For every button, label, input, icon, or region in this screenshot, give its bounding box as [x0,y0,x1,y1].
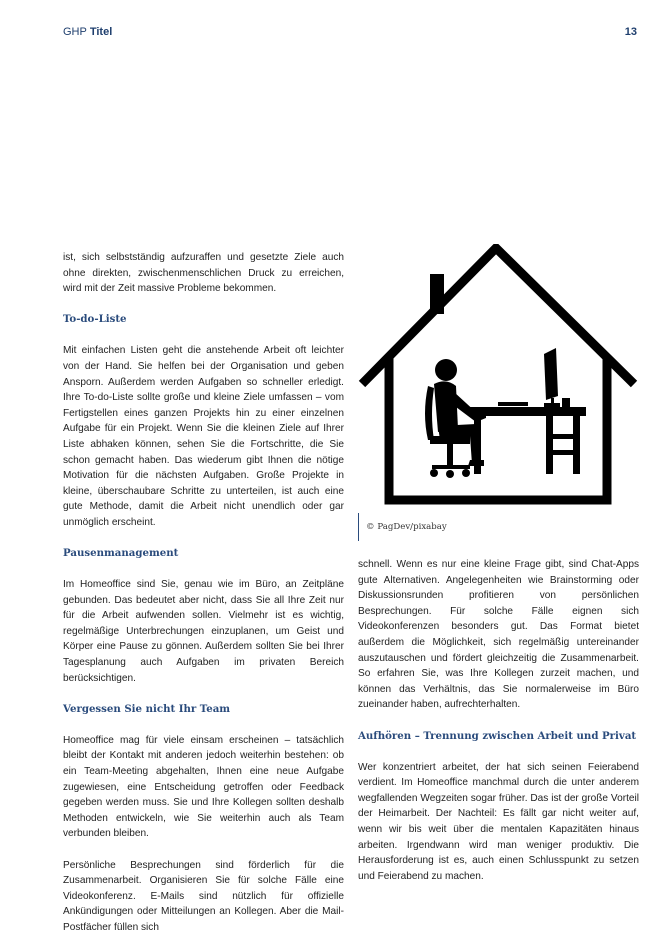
meetings-paragraph: Persönliche Besprechungen sind förderlich für die Zusammenarbeit. Organisieren Sie für solche Fälle eine Videokonferenz. E-Mails sind nützlich für offizielle Ankündigungen oder Mitteilungen an Kollegen. Aber die Mail-Postfächer füllen sich [63,859,344,933]
heading-todo-liste: To-do-Liste [63,313,127,326]
team-paragraph: Homeoffice mag für viele einsam erscheinen – tatsächlich bleibt der Kontakt mit anderen jedoch weiterhin bestehen: ob ein Team-Meeting abgehalten, Ihnen eine neue Aufgabe zugewiesen, eine Entscheidung getroffen oder Feedback gegeben werden muss. Sie und Ihre Kollegen sollten deshalb Methoden entwickeln, wie Sie weiterhin auch als Team verbunden bleiben. [63,734,344,840]
home-office-icon [358,244,640,506]
pausen-paragraph: Im Homeoffice sind Sie, genau wie im Büro, an Zeitpläne gebunden. Das bedeutet aber nicht, dass Sie all Ihre Zeit nur für die Arbeit aufwenden sollen. Vielmehr ist es wichtig, regelmäßige Unterbrechungen einzuplanen, um Geist und Körper eine Pause zu gönnen. Außerdem sollten Sie bei Ihrer Tagesplanung auch Aufgaben im privaten Bereich berücksichtigen. [63,579,344,684]
header-title: Titel [89,26,113,38]
right-column [358,557,639,900]
continuation-paragraph: schnell. Wenn es nur eine kleine Frage gibt, sind Chat-Apps gute Alternativen. Angelegenheiten wie Brainstorming oder Diskussionsrunden profitieren von persönlichen Besprechungen. Für solche Fälle eignen sich Videokonferenzen besonders gut. Das Format bietet außerdem die Möglichkeit, sich regelmäßig untereinander auszutauschen und fördert gleichzeitig die Zusammenarbeit. So erfahren Sie, was Ihre Kollegen zurzeit machen, und können das Verhältnis, das Sie normalerweise im Büro zueinander haben, aufrechterhalten. [358,559,639,711]
home-office-figure [358,244,640,506]
heading-team: Vergessen Sie nicht Ihr Team [63,702,231,715]
figure-caption: © PagDev/pixabay [358,513,447,541]
intro-paragraph: ist, sich selbstständig aufzuraffen und gesetzte Ziele auch ohne direkten, zwischenmenschlichen Druck zu erreichen, wird mit der Zeit massive Probleme bekommen. [63,252,344,295]
header-brand: GHP [63,26,87,38]
todo-paragraph: Mit einfachen Listen geht die anstehende Arbeit oft leichter von der Hand. Sie helfen bei der Organisation und geben Ansporn. Außerdem werden Aufgaben so schneller erledigt. Ihre To-do-Liste sollte große und kleine Ziele umfassen – vom Fertigstellen eines ganzen Projekts hin zu einer einzelnen Aufgabe für ein Projekt. Wenn Sie die kleinen Ziele auf Ihrer Liste abhaken können, sehen Sie die Fortschritte, die Sie schon gemacht haben. Das wiederum gibt Ihnen die nötige Motivation für die nächsten Aufgaben. Große Projekte in kleine, überschaubare Schritte zu unterteilen, ist auch eine gute Methode, damit die Arbeit nicht unendlich oder gar unmöglich erscheint. [63,345,344,528]
aufhoeren-paragraph: Wer konzentriert arbeitet, der hat sich seinen Feierabend verdient. Im Homeoffice manchmal durch die unter anderem wegfallenden Wegzeiten sogar früher. Das ist der große Vorteil der Heimarbeit. Der Nachteil: Es fällt gar nicht weiter auf, wenn wir bis weit über die mentalen Kapazitäten hinaus arbeiten. Irgendwann wird man weniger produktiv. Die Herausforderung ist es, auch einen Schlusspunkt zu setzen und Feierabend zu machen. [358,761,639,882]
heading-pausenmanagement: Pausenmanagement [63,547,179,560]
left-column [63,250,344,951]
running-header [63,26,112,38]
page-number: 13 [624,26,637,38]
heading-aufhoeren: Aufhören – Trennung zwischen Arbeit und Privat [358,729,637,742]
